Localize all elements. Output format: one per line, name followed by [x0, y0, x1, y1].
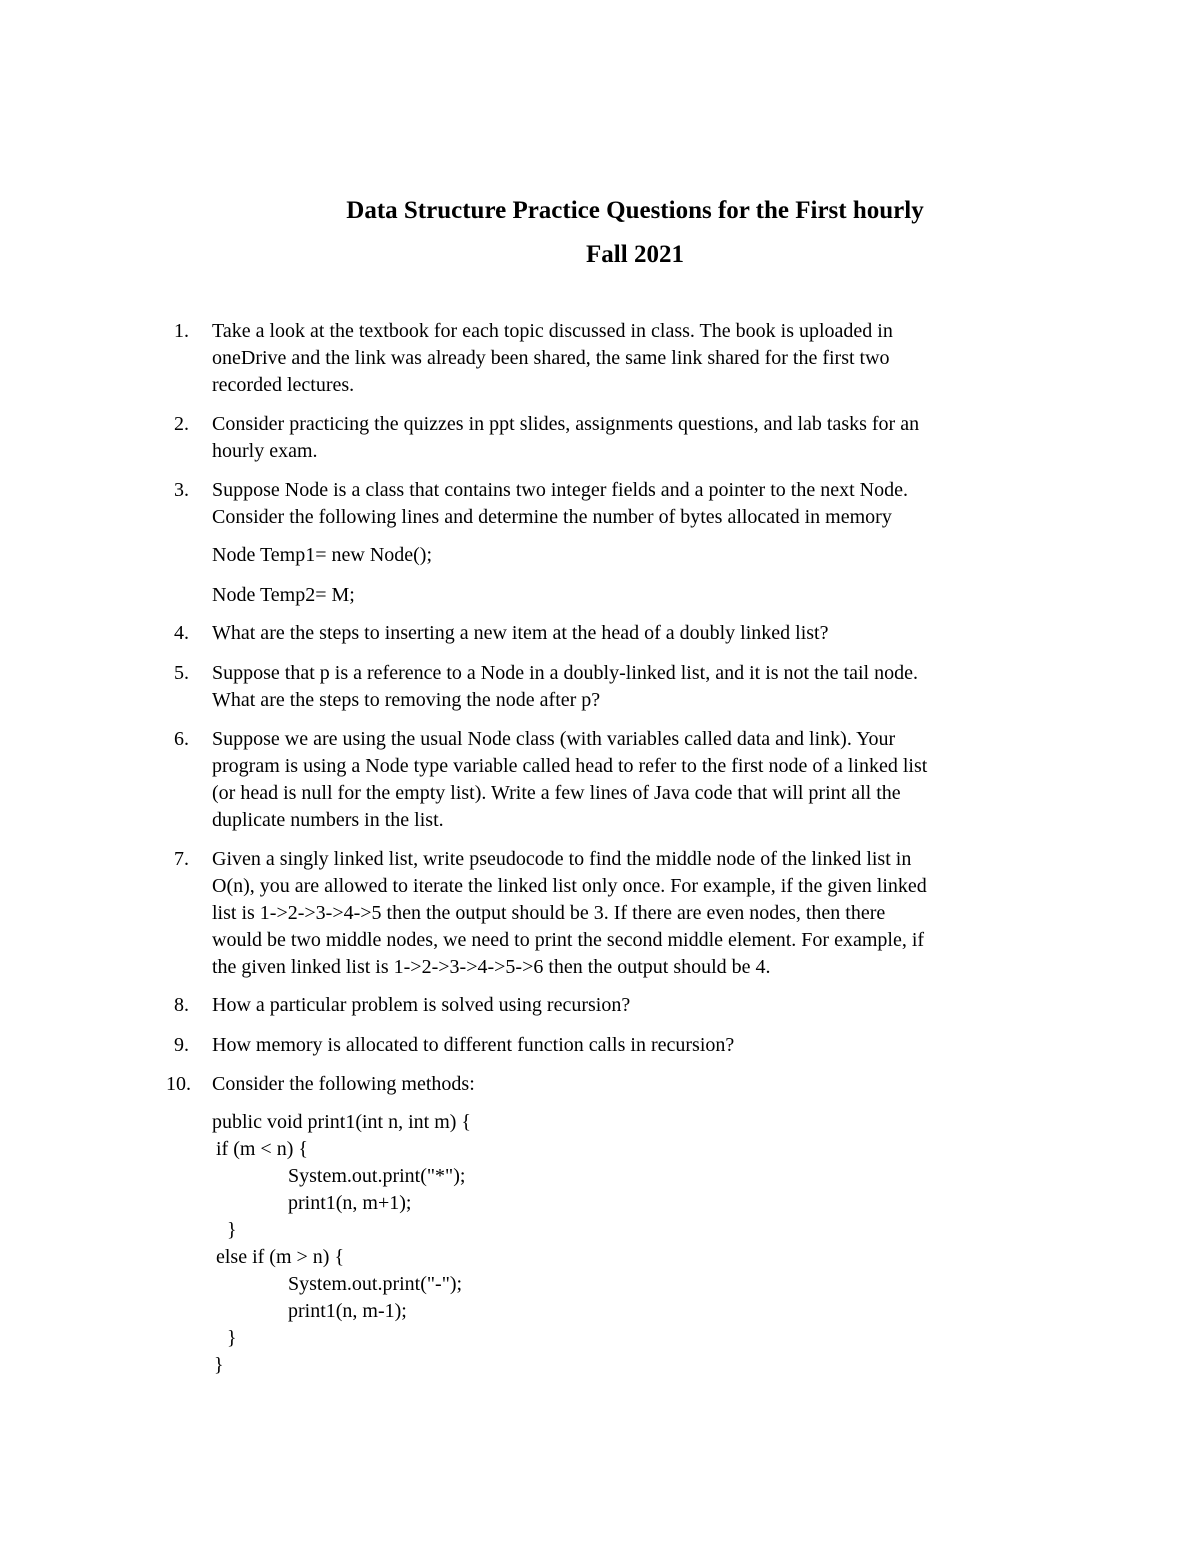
code-line: }	[214, 1354, 224, 1376]
question-number: 9.	[174, 1034, 189, 1056]
code-line: Node Temp1= new Node();	[212, 544, 433, 566]
question-number: 5.	[174, 662, 189, 684]
document-subtitle: Fall 2021	[586, 241, 684, 268]
question-text: How memory is allocated to different function calls in recursion?	[212, 1034, 735, 1056]
question-number: 10.	[166, 1073, 191, 1095]
code-line: }	[227, 1327, 237, 1349]
question-number: 1.	[174, 320, 189, 342]
question-number: 4.	[174, 622, 189, 644]
question-number: 2.	[174, 413, 189, 435]
question-number: 6.	[174, 728, 189, 750]
code-line: System.out.print("*");	[288, 1165, 466, 1187]
question-number: 8.	[174, 994, 189, 1016]
question-number: 7.	[174, 848, 189, 870]
code-line: }	[227, 1219, 237, 1241]
code-line: print1(n, m-1);	[288, 1300, 407, 1322]
code-line: else if (m > n) {	[216, 1246, 345, 1268]
question-text: Suppose Node is a class that contains two integer fields and a pointer to the next Node. Consider the following lines and determine the number of bytes allocated in memory	[212, 479, 908, 528]
question-text: Consider the following methods:	[212, 1073, 475, 1095]
code-line: public void print1(int n, int m) {	[212, 1111, 472, 1133]
question-text: What are the steps to inserting a new item at the head of a doubly linked list?	[212, 622, 829, 644]
question-text: Given a singly linked list, write pseudocode to find the middle node of the linked list in O(n), you are allowed to iterate the linked list only once. For example, if the given linked list is 1->2->3->4->5 then the output should be 3. If there are even nodes, then there would be two middle nodes, we need to print the second middle element. For example, if the given linked list is 1->2->3->4->5->6 then the output should be 4.	[212, 848, 927, 978]
question-text: How a particular problem is solved using recursion?	[212, 994, 631, 1016]
question-text: Consider practicing the quizzes in ppt slides, assignments questions, and lab tasks for an hourly exam.	[212, 413, 920, 462]
question-number: 3.	[174, 479, 189, 501]
document-title: Data Structure Practice Questions for the First hourly	[346, 197, 924, 224]
question-text: Suppose we are using the usual Node class (with variables called data and link). Your program is using a Node type variable called head to refer to the first node of a linked list (or head is null for the empty list). Write a few lines of Java code that will print all the duplicate numbers in the list.	[212, 728, 928, 831]
question-text: Suppose that p is a reference to a Node in a doubly-linked list, and it is not the tail node. What are the steps to removing the node after p?	[212, 662, 918, 711]
question-text: Take a look at the textbook for each topic discussed in class. The book is uploaded in oneDrive and the link was already been shared, the same link shared for the first two recorded lectures.	[212, 320, 893, 396]
code-line: System.out.print("-");	[288, 1273, 463, 1295]
code-line: Node Temp2= M;	[212, 584, 355, 606]
code-line: if (m < n) {	[216, 1138, 308, 1160]
code-line: print1(n, m+1);	[288, 1192, 412, 1214]
